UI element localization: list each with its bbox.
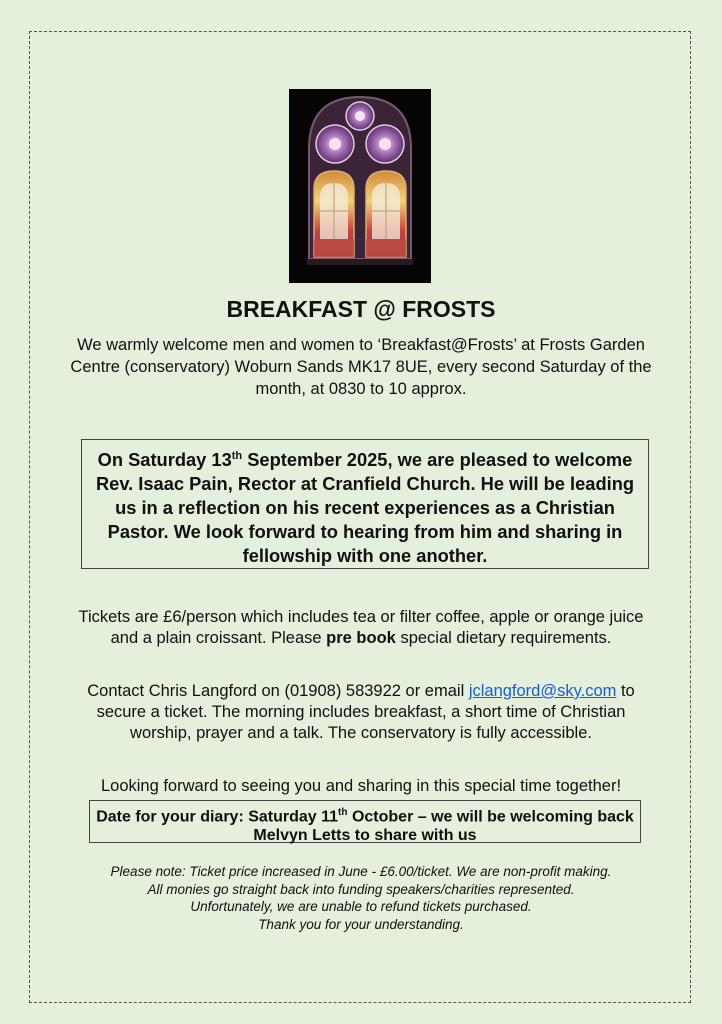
footnote-line: All monies go straight back into funding speakers/charities represented. <box>147 881 575 897</box>
announcement-ordinal: th <box>231 450 243 462</box>
diary-ordinal: th <box>338 807 348 818</box>
footnote-line: Unfortunately, we are unable to refund tickets purchased. <box>190 899 532 914</box>
page-title: BREAKFAST @ FROSTS <box>226 296 496 322</box>
closing-line: Looking forward to seeing you and sharing in this special time together! <box>100 777 622 795</box>
stained-glass-window-image <box>289 89 431 283</box>
stained-glass-window-icon <box>289 89 431 283</box>
contact-text-part1: Contact Chris Langford on (01908) 583922 or email <box>87 682 469 700</box>
tickets-paragraph <box>75 607 647 649</box>
speaker-announcement-box <box>81 439 649 569</box>
announcement-prefix: On Saturday 13 <box>97 449 232 471</box>
announcement-text: September 2025, we are pleased to welcome Rev. Isaac Pain, Rector at Cranfield Church. He will be leading us in a reflection on his recent experiences as a Christian Pastor. We look forward to hearing from him and sharing in fellowship with one another. <box>95 449 635 567</box>
footnote-line: Thank you for your understanding. <box>258 916 464 932</box>
footnote-line: Please note: Ticket price increased in June - £6.00/ticket. We are non-profit making. <box>110 864 612 879</box>
diary-prefix: Date for your diary: Saturday 11 <box>96 808 339 826</box>
email-link[interactable]: jclangford@sky.com <box>468 682 617 700</box>
contact-text-part2: to secure a ticket. The morning includes breakfast, a short time of Christian worship, prayer and a talk. The conservatory is fully accessible. <box>96 682 635 742</box>
contact-paragraph <box>70 681 652 744</box>
tickets-text-part1: Tickets are £6/person which includes tea or filter coffee, apple or orange juice and a plain croissant. Please <box>78 608 644 647</box>
footnote <box>60 863 662 933</box>
diary-date-box <box>89 800 641 843</box>
tickets-text-part2: special dietary requirements. <box>395 629 612 647</box>
intro-paragraph: We warmly welcome men and women to ‘Breakfast@Frosts’ at Frosts Garden Centre (conservatory) Woburn Sands MK17 8UE, every second Saturday of the month, at 0830 to 10 approx. <box>70 336 652 398</box>
diary-text: October – we will be welcoming back Melvyn Letts to share with us <box>253 808 634 845</box>
tickets-prebook: pre book <box>326 629 396 647</box>
